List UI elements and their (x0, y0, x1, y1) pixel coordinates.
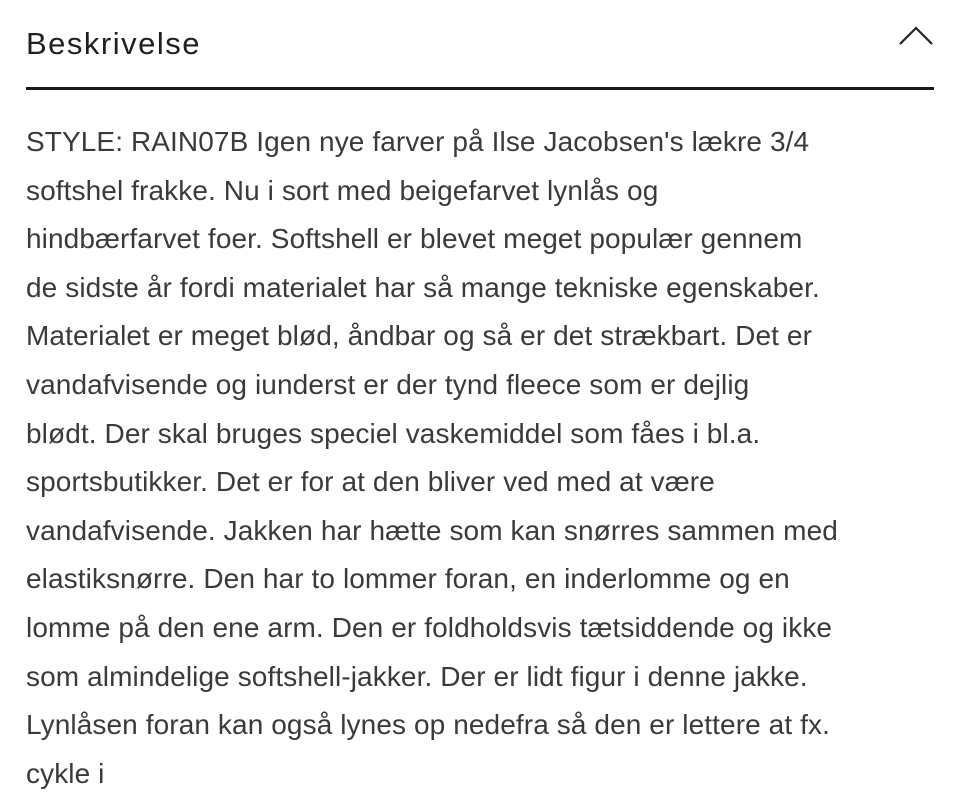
description-line: blødt. Der skal bruges speciel vaskemiddel som fåes i bl.a. (26, 417, 761, 449)
section-title: Beskrivelse (26, 26, 201, 61)
description-line: cykle i (26, 757, 105, 789)
description-line: vandafvisende. Jakken har hætte som kan snørres sammen med (26, 514, 838, 546)
description-line: lomme på den ene arm. Den er foldholdsvis tætsiddende og ikke (26, 611, 833, 643)
description-line: elastiksnørre. Den har to lommer foran, en inderlomme og en (26, 563, 790, 595)
description-accordion (26, 0, 934, 798)
description-line: de sidste år fordi materialet har så mange tekniske egenskaber. (26, 271, 820, 303)
description-line: Materialet er meget blød, åndbar og så er det strækbart. Det er (26, 320, 812, 352)
description-line: som almindelige softshell-jakker. Der er lidt figur i denne jakke. (26, 660, 808, 692)
description-line: softshel frakke. Nu i sort med beigefarvet lynlås og (26, 174, 659, 206)
description-line: STYLE: RAIN07B Igen nye farver på Ilse Jacobsen's lækre 3/4 (26, 126, 810, 157)
description-line: Lynlåsen foran kan også lynes op nedefra så den er lettere at fx. (26, 709, 830, 741)
accordion-header[interactable] (26, 0, 934, 90)
description-text (26, 118, 934, 798)
description-line: sportsbutikker. Det er for at den bliver ved med at være (26, 466, 715, 498)
description-line: hindbærfarvet foer. Softshell er blevet meget populær gennem (26, 223, 803, 255)
description-line: vandafvisende og iunderst er der tynd fleece som er dejlig (26, 368, 750, 400)
chevron-up-icon[interactable] (898, 22, 934, 50)
